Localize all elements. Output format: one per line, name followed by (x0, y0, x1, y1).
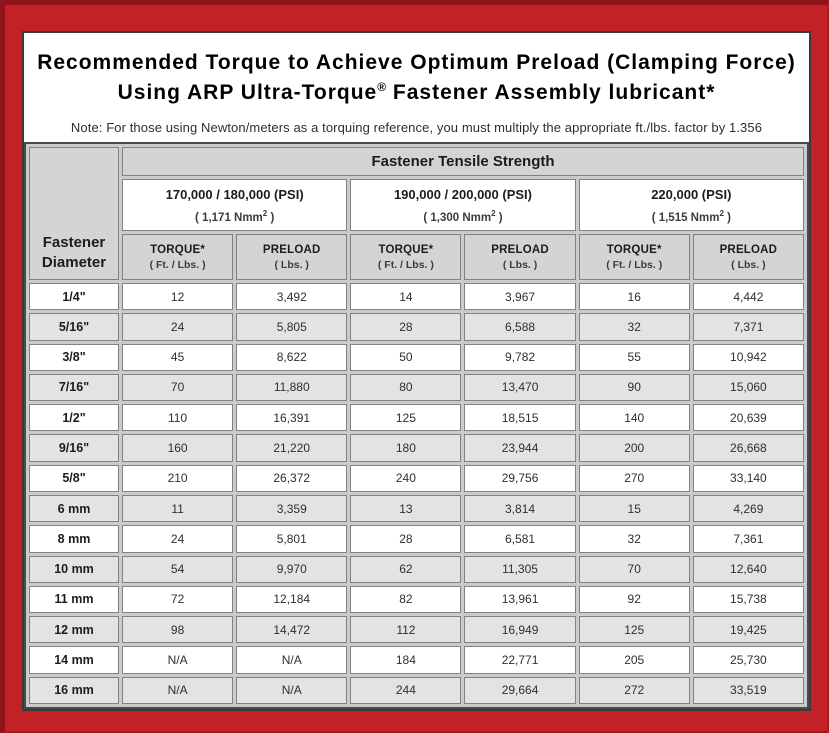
preload-value-cell: 26,372 (236, 465, 347, 492)
table-row (29, 404, 804, 431)
nmm-value: ( 1,171 Nmm$^2$ ) (195, 208, 275, 224)
torque-value-cell: 24 (122, 525, 233, 552)
torque-value-cell: N/A (122, 646, 233, 673)
preload-header-2: PRELOAD ( Lbs. ) (464, 234, 575, 280)
preload-value-cell: 13,470 (464, 374, 575, 401)
psi-value: 220,000 (PSI) (651, 186, 732, 202)
preload-value-cell: 3,967 (464, 283, 575, 310)
table-row (29, 525, 804, 552)
torque-value-cell: 98 (122, 616, 233, 643)
preload-value-cell: 12,184 (236, 586, 347, 613)
torque-value-cell: 240 (350, 465, 461, 492)
psi-header-220 (579, 179, 804, 231)
preload-value-cell: 16,391 (236, 404, 347, 431)
preload-value-cell: 14,472 (236, 616, 347, 643)
torque-preload-header-row (29, 234, 804, 280)
diameter-cell: 10 mm (29, 556, 119, 583)
registered-trademark-symbol: ® (377, 80, 387, 95)
torque-value-cell: 28 (350, 313, 461, 340)
torque-value-cell: 210 (122, 465, 233, 492)
torque-value-cell: 54 (122, 556, 233, 583)
torque-value-cell: 125 (579, 616, 690, 643)
torque-value-cell: 32 (579, 313, 690, 340)
preload-value-cell: 4,442 (693, 283, 804, 310)
diameter-cell: 1/4" (29, 283, 119, 310)
tensile-strength-header: Fastener Tensile Strength (122, 147, 804, 176)
torque-value-cell: 70 (579, 556, 690, 583)
torque-header-3: TORQUE* ( Ft. / Lbs. ) (579, 234, 690, 280)
nmm-value: ( 1,300 Nmm$^2$ ) (423, 208, 503, 224)
preload-value-cell: 13,961 (464, 586, 575, 613)
preload-value-cell: 33,519 (693, 677, 804, 704)
torque-value-cell: 244 (350, 677, 461, 704)
nmm-value: ( 1,515 Nmm$^2$ ) (651, 208, 731, 224)
torque-value-cell: 16 (579, 283, 690, 310)
preload-header-3: PRELOAD ( Lbs. ) (693, 234, 804, 280)
fastener-diameter-header (29, 147, 119, 280)
diameter-cell: 3/8" (29, 344, 119, 371)
torque-value-cell: 80 (350, 374, 461, 401)
table-row (29, 344, 804, 371)
preload-value-cell: 7,371 (693, 313, 804, 340)
preload-value-cell: 6,588 (464, 313, 575, 340)
content-panel (22, 31, 811, 711)
table-row (29, 434, 804, 461)
torque-value-cell: 110 (122, 404, 233, 431)
torque-value-cell: 62 (350, 556, 461, 583)
psi-header-row (29, 179, 804, 231)
torque-value-cell: 112 (350, 616, 461, 643)
psi-value: 170,000 / 180,000 (PSI) (165, 186, 304, 202)
torque-value-cell: 15 (579, 495, 690, 522)
title-line-2-suffix: Fastener Assembly lubricant* (386, 81, 716, 105)
torque-value-cell: 140 (579, 404, 690, 431)
table-row (29, 465, 804, 492)
preload-value-cell: 26,668 (693, 434, 804, 461)
preload-value-cell: 29,756 (464, 465, 575, 492)
psi-header-190-200 (350, 179, 575, 231)
diameter-cell: 5/8" (29, 465, 119, 492)
diameter-cell: 16 mm (29, 677, 119, 704)
preload-value-cell: 15,738 (693, 586, 804, 613)
table-row (29, 495, 804, 522)
torque-value-cell: 45 (122, 344, 233, 371)
preload-value-cell: 9,970 (236, 556, 347, 583)
preload-value-cell: 25,730 (693, 646, 804, 673)
preload-value-cell: 5,805 (236, 313, 347, 340)
diameter-cell: 9/16" (29, 434, 119, 461)
table-row (29, 616, 804, 643)
table-row (29, 586, 804, 613)
preload-value-cell: 16,949 (464, 616, 575, 643)
psi-header-170-180 (122, 179, 347, 231)
torque-value-cell: 200 (579, 434, 690, 461)
preload-value-cell: 23,944 (464, 434, 575, 461)
torque-value-cell: 55 (579, 344, 690, 371)
torque-value-cell: 125 (350, 404, 461, 431)
torque-value-cell: 70 (122, 374, 233, 401)
preload-value-cell: 8,622 (236, 344, 347, 371)
preload-value-cell: 11,880 (236, 374, 347, 401)
fastener-diameter-header-line1: Fastener (42, 234, 106, 251)
preload-value-cell: N/A (236, 646, 347, 673)
preload-value-cell: 33,140 (693, 465, 804, 492)
torque-value-cell: 82 (350, 586, 461, 613)
table-row (29, 677, 804, 704)
torque-header-1: TORQUE* ( Ft. / Lbs. ) (122, 234, 233, 280)
preload-value-cell: 20,639 (693, 404, 804, 431)
diameter-cell: 5/16" (29, 313, 119, 340)
diameter-cell: 8 mm (29, 525, 119, 552)
tensile-strength-row (29, 147, 804, 176)
diameter-cell: 11 mm (29, 586, 119, 613)
title-line-1: Recommended Torque to Achieve Optimum Preload (Clamping Force) (37, 51, 796, 74)
torque-value-cell: 32 (579, 525, 690, 552)
torque-value-cell: 90 (579, 374, 690, 401)
torque-value-cell: 180 (350, 434, 461, 461)
table-row (29, 374, 804, 401)
preload-value-cell: 19,425 (693, 616, 804, 643)
preload-value-cell: 22,771 (464, 646, 575, 673)
preload-value-cell: 12,640 (693, 556, 804, 583)
preload-value-cell: 7,361 (693, 525, 804, 552)
torque-value-cell: 72 (122, 586, 233, 613)
torque-value-cell: 28 (350, 525, 461, 552)
torque-value-cell: 270 (579, 465, 690, 492)
torque-value-cell: 272 (579, 677, 690, 704)
torque-value-cell: N/A (122, 677, 233, 704)
diameter-cell: 6 mm (29, 495, 119, 522)
preload-value-cell: 29,664 (464, 677, 575, 704)
torque-value-cell: 14 (350, 283, 461, 310)
torque-value-cell: 12 (122, 283, 233, 310)
table-row (29, 556, 804, 583)
torque-value-cell: 184 (350, 646, 461, 673)
preload-value-cell: 4,269 (693, 495, 804, 522)
preload-value-cell: N/A (236, 677, 347, 704)
torque-value-cell: 24 (122, 313, 233, 340)
preload-value-cell: 9,782 (464, 344, 575, 371)
preload-value-cell: 3,492 (236, 283, 347, 310)
torque-table (24, 142, 809, 709)
diameter-cell: 12 mm (29, 616, 119, 643)
table-row (29, 646, 804, 673)
preload-value-cell: 11,305 (464, 556, 575, 583)
table-row (29, 313, 804, 340)
torque-value-cell: 13 (350, 495, 461, 522)
preload-value-cell: 3,359 (236, 495, 347, 522)
preload-value-cell: 21,220 (236, 434, 347, 461)
preload-value-cell: 3,814 (464, 495, 575, 522)
psi-value: 190,000 / 200,000 (PSI) (393, 186, 532, 202)
preload-header-1: PRELOAD ( Lbs. ) (236, 234, 347, 280)
preload-value-cell: 10,942 (693, 344, 804, 371)
torque-value-cell: 11 (122, 495, 233, 522)
torque-header-2: TORQUE* ( Ft. / Lbs. ) (350, 234, 461, 280)
diameter-cell: 14 mm (29, 646, 119, 673)
table-row (29, 283, 804, 310)
torque-value-cell: 50 (350, 344, 461, 371)
preload-value-cell: 5,801 (236, 525, 347, 552)
title-line-2-prefix: Using ARP Ultra-Torque (117, 81, 378, 105)
diameter-cell: 1/2" (29, 404, 119, 431)
preload-value-cell: 15,060 (693, 374, 804, 401)
diameter-cell: 7/16" (29, 374, 119, 401)
torque-value-cell: 92 (579, 586, 690, 613)
torque-value-cell: 205 (579, 646, 690, 673)
title-block (24, 33, 809, 147)
preload-value-cell: 18,515 (464, 404, 575, 431)
fastener-diameter-header-line2: Diameter (41, 253, 107, 271)
torque-value-cell: 160 (122, 434, 233, 461)
table-body (29, 283, 804, 704)
note-text: Note: For those using Newton/meters as a torquing reference, you must multiply the appropriate ft./lbs. factor by 1.356 (70, 119, 763, 135)
title-line-2 (24, 78, 809, 108)
preload-value-cell: 6,581 (464, 525, 575, 552)
